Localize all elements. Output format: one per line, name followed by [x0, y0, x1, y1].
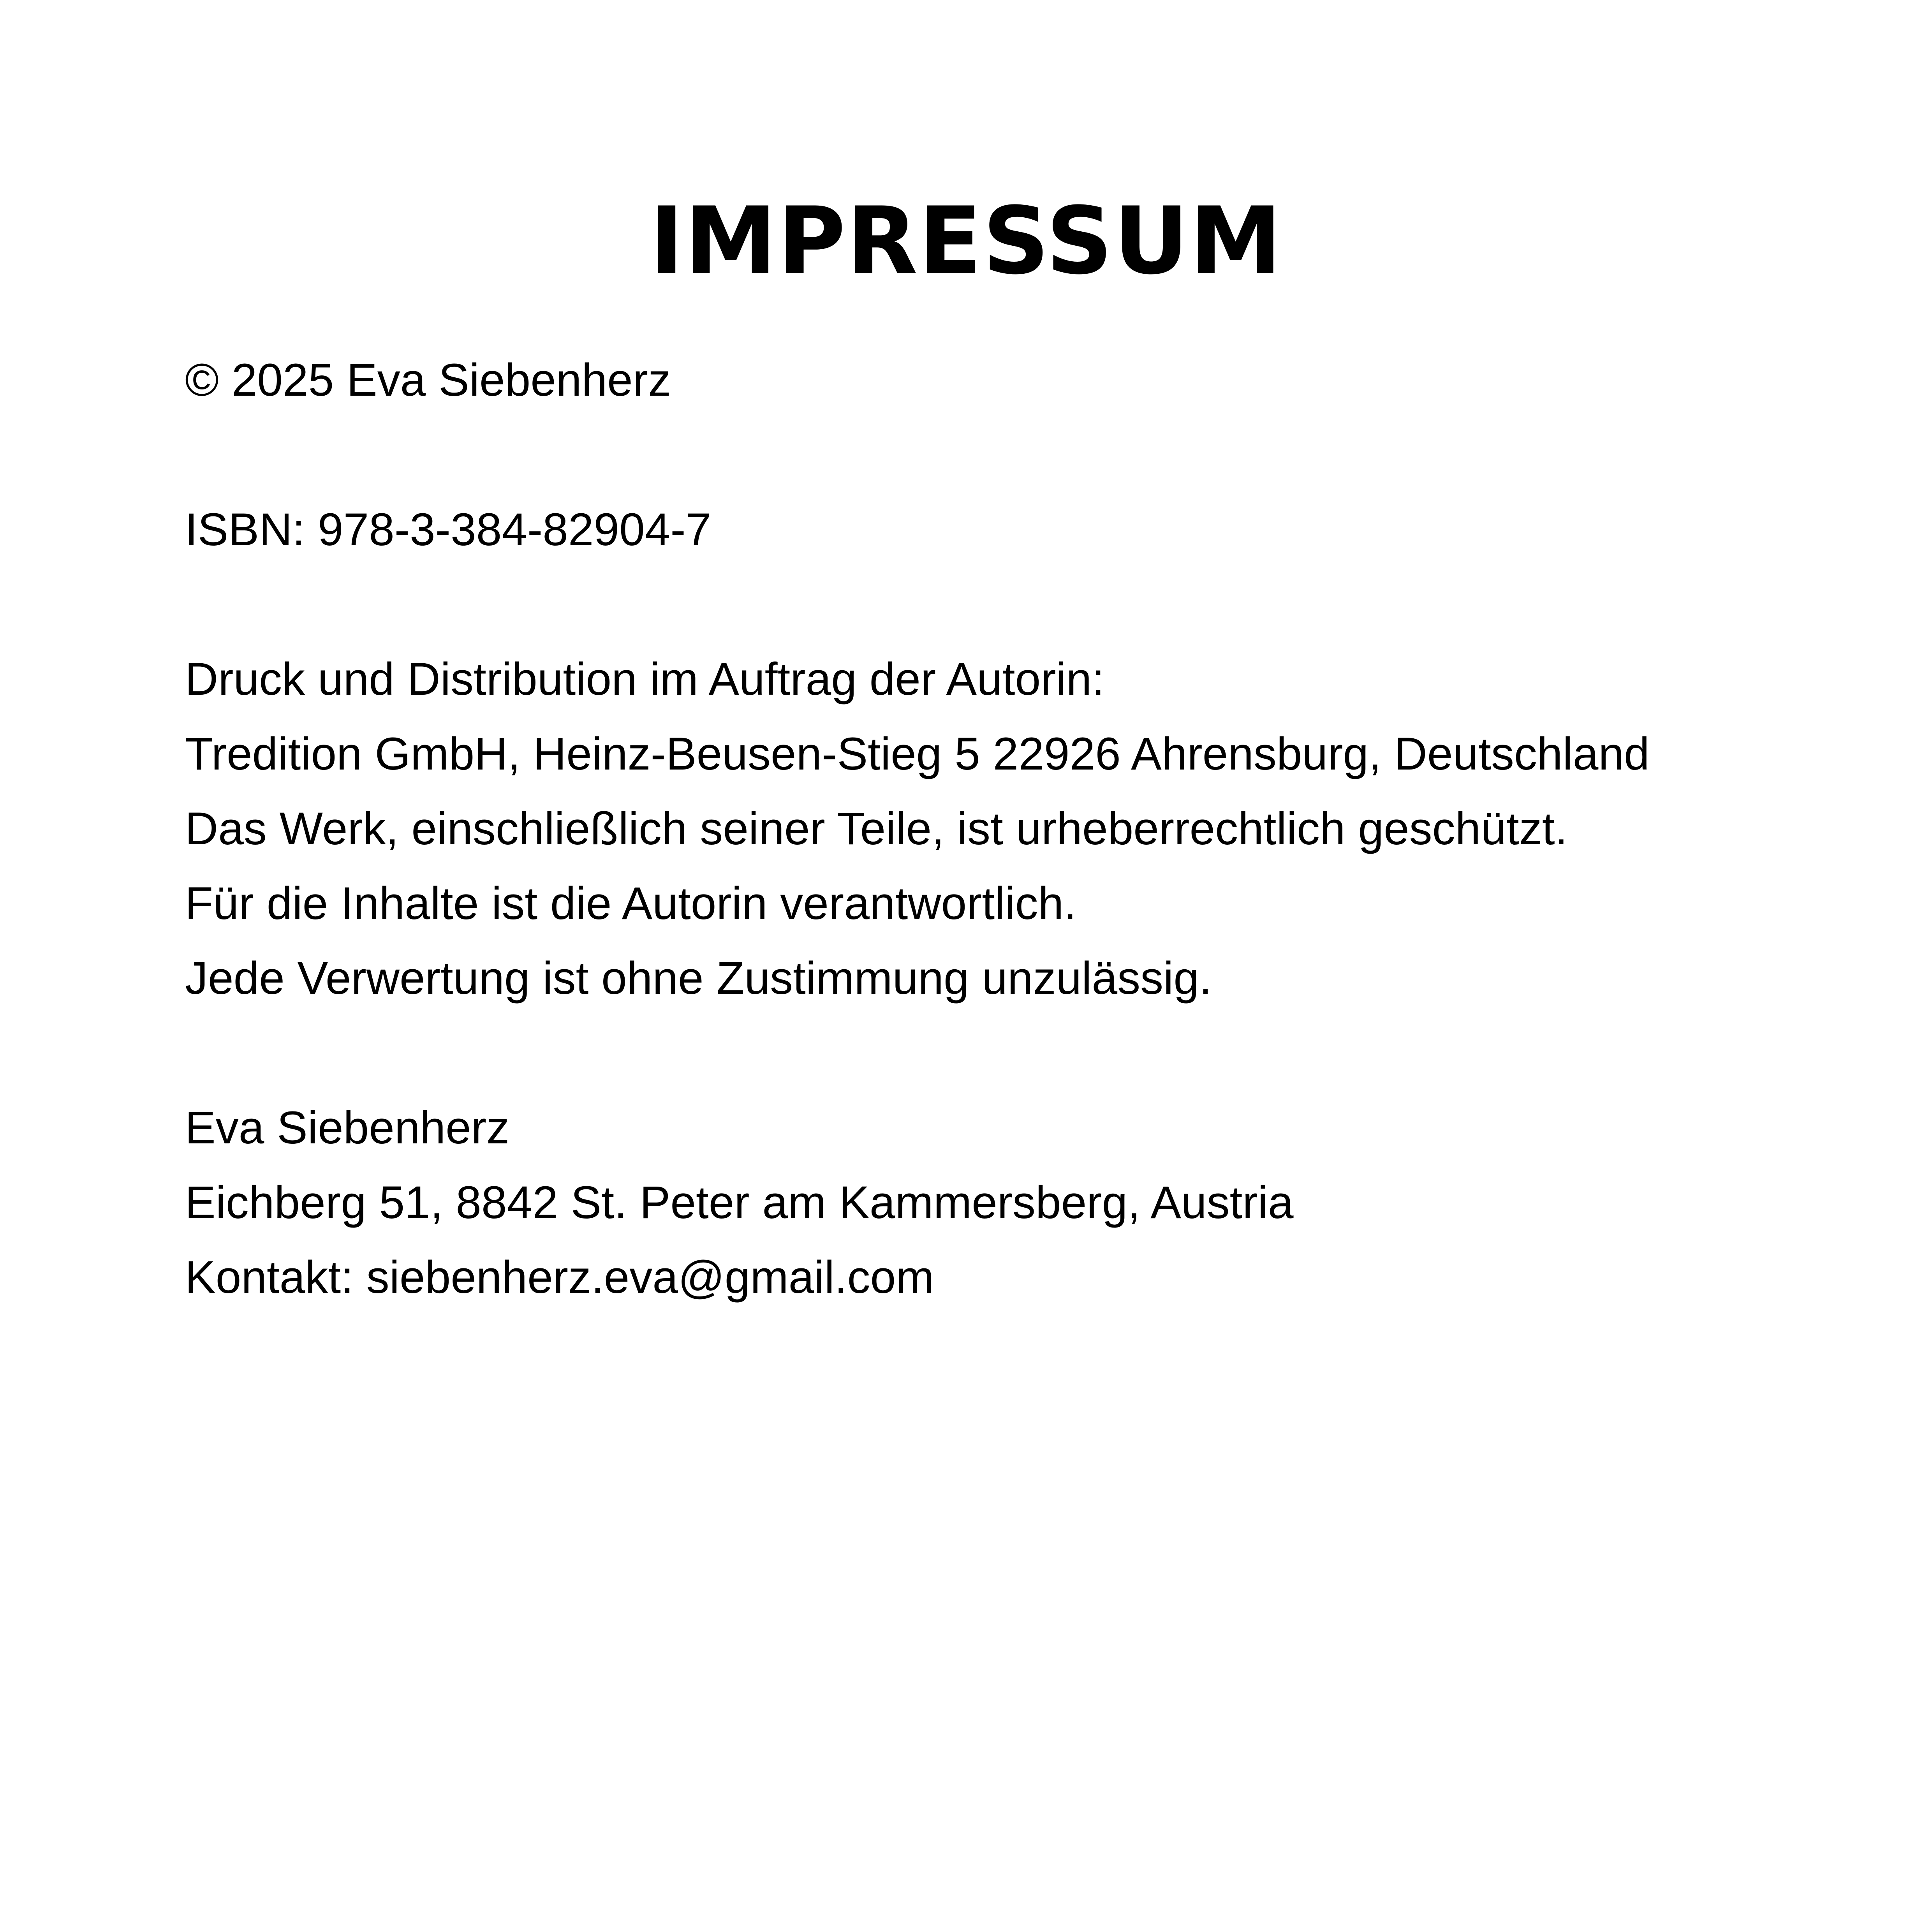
publisher-line-5: Jede Verwertung ist ohne Zustimmung unzulässig. — [185, 953, 1212, 1004]
copyright-line: © 2025 Eva Siebenherz — [185, 354, 671, 406]
author-contact: Kontakt: siebenherz.eva@gmail.com — [185, 1252, 934, 1303]
author-name: Eva Siebenherz — [185, 1102, 510, 1154]
publisher-line-2: Tredition GmbH, Heinz-Beusen-Stieg 5 22926 Ahrensburg, Deutschland — [185, 728, 1650, 780]
author-address: Eichberg 51, 8842 St. Peter am Kammersberg, Austria — [185, 1177, 1294, 1228]
isbn-line: ISBN: 978-3-384-82904-7 — [185, 504, 712, 555]
publisher-block — [185, 642, 1650, 1016]
publisher-line-3: Das Werk, einschließlich seiner Teile, ist urheberrechtlich geschützt. — [185, 803, 1568, 854]
publisher-line-1: Druck und Distribution im Auftrag der Autorin: — [185, 653, 1105, 705]
page-title: IMPRESSUM — [649, 187, 1283, 295]
publisher-line-4: Für die Inhalte ist die Autorin verantwortlich. — [185, 878, 1077, 929]
author-block — [185, 1090, 1294, 1315]
